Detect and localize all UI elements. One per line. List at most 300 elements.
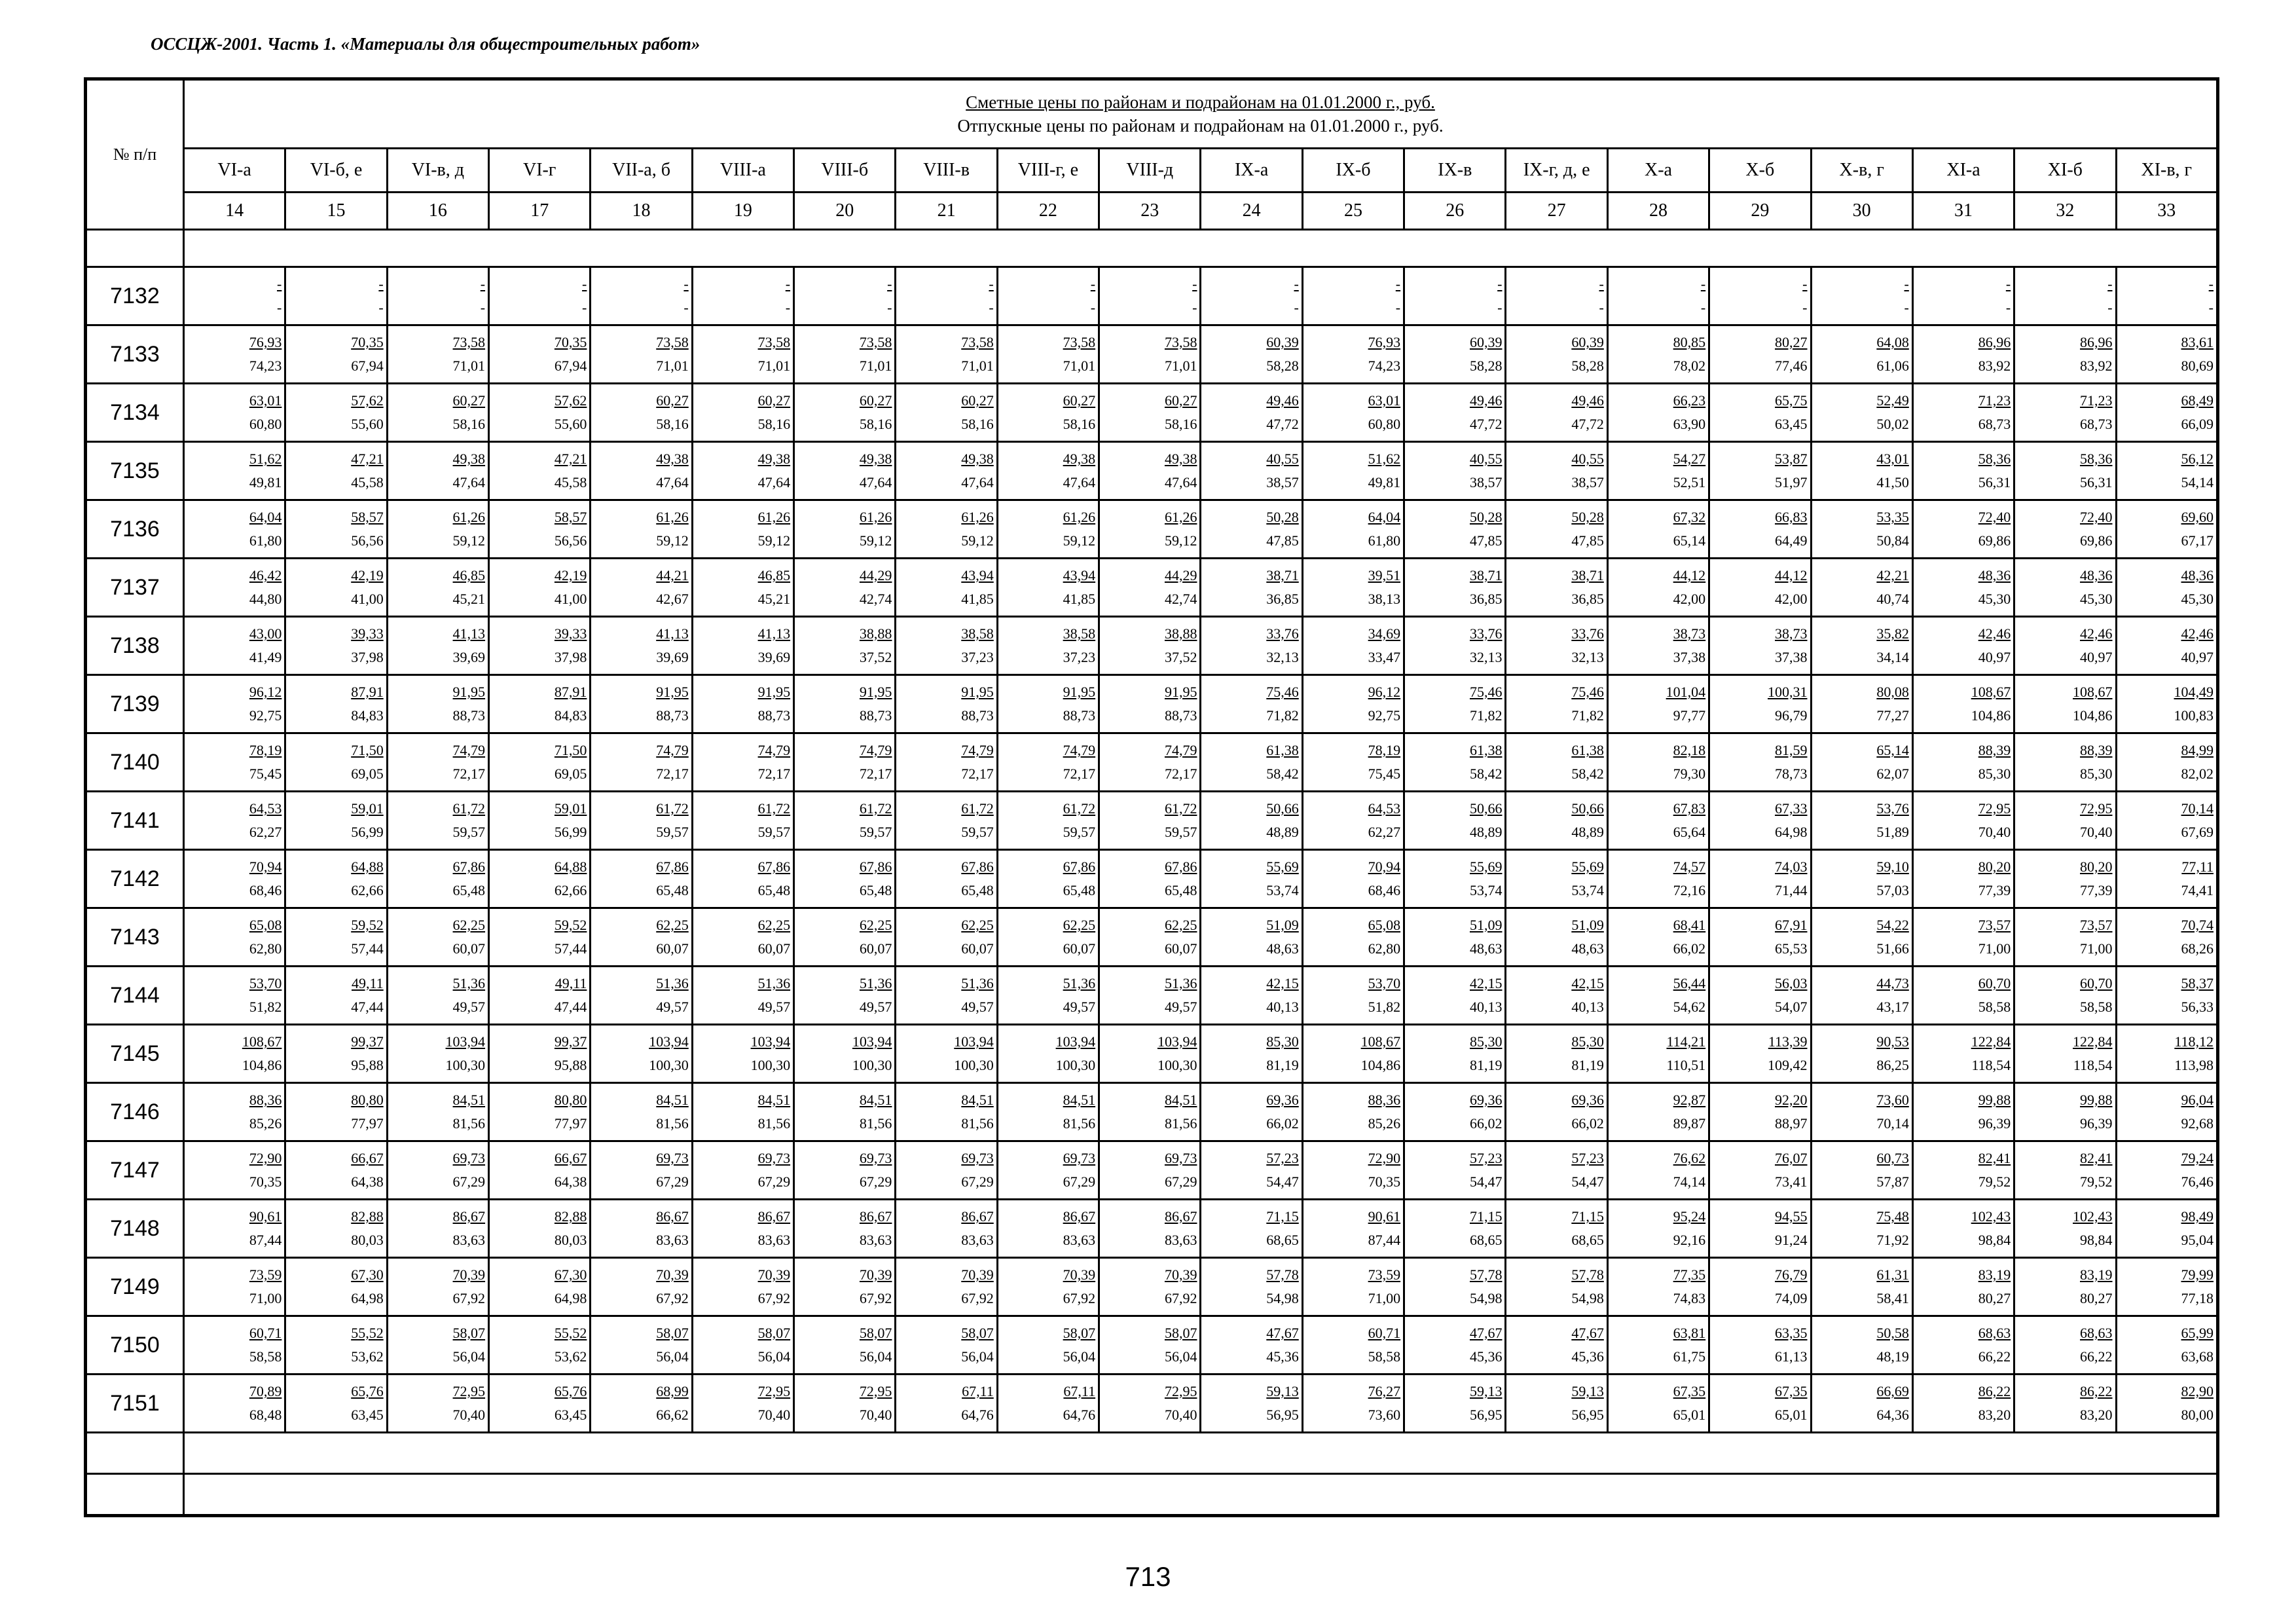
price-cell [1302,1083,1404,1141]
release-price: 83,63 [656,1232,689,1248]
release-price: 70,35 [1368,1173,1401,1190]
estimate-price: 67,30 [554,1266,587,1283]
price-cell [1811,850,1912,908]
table-row [86,1083,2218,1141]
release-price: 68,65 [1469,1232,1503,1248]
release-price: 60,07 [757,940,791,957]
estimate-price: 76,93 [1368,334,1401,350]
price-cell [1607,1316,1709,1375]
release-price: 59,57 [452,824,486,840]
release-price: 58,28 [1469,358,1503,374]
estimate-price: 88,36 [1368,1092,1401,1108]
price-cell [591,442,692,500]
release-price: 43,17 [1876,999,1909,1015]
release-price: 66,22 [1978,1348,2011,1365]
estimate-price: 47,21 [554,451,587,467]
estimate-price: 73,59 [249,1266,282,1283]
release-price: 65,14 [1673,532,1706,549]
column-number-row [86,193,2218,230]
row-id: 7138 [86,617,184,675]
price-cell [1201,325,1302,384]
price-cell [387,384,488,442]
release-price: 39,69 [452,649,486,665]
price-cell [387,1083,488,1141]
price-cell [2116,384,2217,442]
estimate-price: 47,67 [1469,1325,1503,1341]
estimate-price: 42,46 [2181,625,2214,642]
table-row [86,967,2218,1025]
estimate-price: 60,71 [1368,1325,1401,1341]
release-price: - [1599,299,1604,316]
price-cell [1404,967,1506,1025]
release-price: 56,56 [351,532,384,549]
price-cell [387,1375,488,1433]
price-cell [794,559,896,617]
estimate-price: 77,35 [1673,1266,1706,1283]
estimate-price: 41,13 [452,625,486,642]
estimate-price: 75,46 [1266,684,1299,700]
region-header: X-б [1709,149,1811,193]
price-cell [794,967,896,1025]
price-cell [997,559,1099,617]
release-price: 37,38 [1673,649,1706,665]
price-cell [489,1083,591,1141]
release-price: 65,48 [656,882,689,898]
release-price: 65,48 [859,882,892,898]
region-header: IX-б [1302,149,1404,193]
price-cell [1607,500,1709,559]
estimate-price: 47,67 [1571,1325,1604,1341]
release-price: - [989,299,994,316]
estimate-price: 82,41 [1978,1150,2011,1166]
release-price: 74,41 [2181,882,2214,898]
price-cell [2116,1083,2217,1141]
price-cell [997,1258,1099,1316]
estimate-price: - [1802,276,1808,292]
release-price: 59,12 [961,532,994,549]
price-cell [997,384,1099,442]
estimate-price: 61,38 [1571,742,1604,758]
release-price: 49,57 [452,999,486,1015]
price-cell [285,908,387,967]
estimate-price: 68,63 [2080,1325,2113,1341]
release-price: 59,57 [961,824,994,840]
release-price: 100,83 [2174,707,2214,724]
row-id: 7148 [86,1200,184,1258]
estimate-price: 67,86 [757,858,791,875]
estimate-price: 91,95 [859,684,892,700]
estimate-price: 85,30 [1571,1033,1604,1050]
estimate-price: 60,39 [1266,334,1299,350]
region-header: VI-а [184,149,285,193]
release-price: 79,52 [1978,1173,2011,1190]
estimate-price: - [1395,276,1401,292]
price-cell [2014,384,2116,442]
release-price: 58,16 [859,416,892,432]
price-cell [184,1083,285,1141]
estimate-price: 51,09 [1266,917,1299,933]
estimate-price: 49,38 [656,451,689,467]
release-price: 56,33 [2181,999,2214,1015]
release-price: 64,76 [1063,1407,1096,1423]
price-cell [1302,850,1404,908]
estimate-price: 49,38 [859,451,892,467]
estimate-price: 48,36 [1978,567,2011,583]
price-cell [1811,908,1912,967]
release-price: 48,63 [1469,940,1503,957]
price-cell [997,908,1099,967]
price-cell [794,1200,896,1258]
release-price: 83,63 [452,1232,486,1248]
release-price: 83,63 [1063,1232,1096,1248]
estimate-price: 62,25 [1164,917,1197,933]
release-price: 49,57 [859,999,892,1015]
estimate-price: 55,69 [1266,858,1299,875]
estimate-price: 60,70 [2080,975,2113,991]
estimate-price: 103,94 [750,1033,791,1050]
price-cell [1912,733,2014,792]
row-id: 7132 [86,267,184,325]
price-cell [1404,1258,1506,1316]
release-price: 68,46 [1368,882,1401,898]
release-price: 45,30 [2080,591,2113,607]
release-price: 65,48 [452,882,486,898]
release-price: 74,14 [1673,1173,1706,1190]
price-cell [184,500,285,559]
price-cell [1302,325,1404,384]
price-cell [896,1200,997,1258]
release-price: 71,01 [961,358,994,374]
price-cell [591,733,692,792]
estimate-price: 65,08 [1368,917,1401,933]
release-price: 47,64 [961,474,994,490]
estimate-price: 87,91 [554,684,587,700]
estimate-price: 84,51 [656,1092,689,1108]
price-cell [1404,1375,1506,1433]
estimate-price: 33,76 [1266,625,1299,642]
price-cell [1709,325,1811,384]
price-cell [1607,325,1709,384]
release-price: 88,73 [656,707,689,724]
estimate-price: 64,08 [1876,334,1909,350]
price-cell [1404,1200,1506,1258]
estimate-price: 80,80 [351,1092,384,1108]
release-price: 59,12 [1164,532,1197,549]
price-cell [285,500,387,559]
estimate-price: 70,35 [554,334,587,350]
price-cell [896,325,997,384]
release-price: 38,57 [1571,474,1604,490]
estimate-price: 71,15 [1266,1208,1299,1225]
estimate-price: 103,94 [1157,1033,1197,1050]
price-cell [1709,792,1811,850]
price-cell [1506,1375,1607,1433]
table-row [86,500,2218,559]
column-number: 21 [896,193,997,230]
column-number: 30 [1811,193,1912,230]
price-cell [692,500,793,559]
estimate-price: 104,49 [2174,684,2214,700]
estimate-price: 73,57 [1978,917,2011,933]
release-price: 67,92 [961,1290,994,1306]
estimate-price: 102,43 [1971,1208,2011,1225]
price-cell [794,500,896,559]
estimate-price: 69,73 [961,1150,994,1166]
price-cell [896,559,997,617]
price-cell [2014,675,2116,733]
estimate-price: 57,62 [554,392,587,409]
estimate-price: 88,36 [249,1092,282,1108]
price-cell [1099,384,1201,442]
estimate-price: 76,79 [1775,1266,1808,1283]
release-price: 49,81 [249,474,282,490]
release-price: 92,16 [1673,1232,1706,1248]
region-header: X-в, г [1811,149,1912,193]
estimate-price: 62,25 [961,917,994,933]
estimate-price: 86,67 [1164,1208,1197,1225]
estimate-price: 78,19 [249,742,282,758]
estimate-price: 64,88 [554,858,587,875]
release-price: 81,56 [961,1115,994,1132]
estimate-price: 86,67 [452,1208,486,1225]
estimate-price: 62,25 [757,917,791,933]
release-price: 59,57 [757,824,791,840]
release-price: 95,88 [351,1057,384,1073]
release-price: 58,58 [2080,999,2113,1015]
price-cell [387,908,488,967]
release-price: 36,85 [1266,591,1299,607]
price-cell [692,792,793,850]
price-cell [2116,733,2217,792]
release-price: 62,27 [1368,824,1401,840]
price-cell [1709,675,1811,733]
estimate-price: 57,62 [351,392,384,409]
release-price: 47,44 [351,999,384,1015]
release-price: - [1904,299,1909,316]
column-number: 23 [1099,193,1201,230]
estimate-price: 90,61 [1368,1208,1401,1225]
release-price: 104,86 [2073,707,2113,724]
price-cell [1912,267,2014,325]
release-price: 88,73 [757,707,791,724]
price-cell [1506,384,1607,442]
estimate-price: 67,35 [1775,1383,1808,1399]
price-cell [1709,617,1811,675]
price-cell [285,1375,387,1433]
release-price: 59,57 [859,824,892,840]
price-cell [2014,1141,2116,1200]
price-cell [1912,850,2014,908]
price-cell [692,1316,793,1375]
release-price: 98,84 [1978,1232,2011,1248]
release-price: 100,30 [852,1057,892,1073]
estimate-price: 46,42 [249,567,282,583]
release-price: 100,30 [1055,1057,1096,1073]
price-cell [591,559,692,617]
price-cell [1912,675,2014,733]
release-price: 104,86 [1971,707,2011,724]
region-header: IX-г, д, е [1506,149,1607,193]
price-cell [692,675,793,733]
price-cell [2014,1083,2116,1141]
release-price: 60,07 [1164,940,1197,957]
estimate-price: 103,94 [445,1033,486,1050]
release-price: 67,29 [757,1173,791,1190]
price-cell [896,1258,997,1316]
estimate-price: 74,79 [961,742,994,758]
row-id: 7146 [86,1083,184,1141]
release-price: 56,04 [1063,1348,1096,1365]
release-price: 56,95 [1266,1407,1299,1423]
estimate-price: 67,11 [962,1383,994,1399]
price-cell [489,967,591,1025]
price-cell [794,1375,896,1433]
estimate-price: 67,30 [351,1266,384,1283]
price-cell [794,733,896,792]
estimate-price: 90,53 [1876,1033,1909,1050]
estimate-price: 99,37 [554,1033,587,1050]
estimate-price: 69,73 [1063,1150,1096,1166]
release-price: 33,47 [1368,649,1401,665]
release-price: 54,14 [2181,474,2214,490]
release-price: 84,83 [554,707,587,724]
price-cell [387,559,488,617]
price-cell [1201,792,1302,850]
row-id: 7140 [86,733,184,792]
estimate-price: 67,32 [1673,509,1706,525]
price-cell [1912,1375,2014,1433]
table-row [86,1141,2218,1200]
price-cell [2014,792,2116,850]
estimate-price: 80,80 [554,1092,587,1108]
estimate-price: 61,72 [859,800,892,817]
estimate-price: 78,19 [1368,742,1401,758]
release-price: 104,86 [242,1057,282,1073]
price-cell [387,267,488,325]
estimate-price: 67,33 [1775,800,1808,817]
price-cell [1811,325,1912,384]
price-cell [896,1025,997,1083]
estimate-price: 61,38 [1266,742,1299,758]
estimate-price: 73,58 [1164,334,1197,350]
page-number: 713 [1125,1561,1171,1592]
release-price: 54,98 [1571,1290,1604,1306]
estimate-price: 38,71 [1469,567,1503,583]
release-price: 77,27 [1876,707,1909,724]
estimate-price: 58,57 [554,509,587,525]
blank-row [86,1433,2218,1474]
price-cell [1709,733,1811,792]
price-cell [896,267,997,325]
column-number: 17 [489,193,591,230]
release-price: 72,17 [656,766,689,782]
estimate-price: 70,39 [1164,1266,1197,1283]
price-cell [489,500,591,559]
release-price: 47,85 [1571,532,1604,549]
release-price: - [582,299,587,316]
estimate-price: 43,01 [1876,451,1909,467]
release-price: 41,85 [961,591,994,607]
estimate-price: 70,39 [1063,1266,1096,1283]
estimate-price: 108,67 [2073,684,2113,700]
price-cell [1912,559,2014,617]
price-cell [2116,559,2217,617]
release-price: 71,92 [1876,1232,1909,1248]
estimate-price: - [277,276,282,292]
row-id: 7144 [86,967,184,1025]
estimate-price: 34,69 [1368,625,1401,642]
release-price: 69,05 [351,766,384,782]
release-price: 37,52 [1164,649,1197,665]
price-cell [1811,1200,1912,1258]
release-price: 58,41 [1876,1290,1909,1306]
estimate-price: 57,78 [1571,1266,1604,1283]
release-price: 42,00 [1673,591,1706,607]
estimate-price: 90,61 [249,1208,282,1225]
estimate-price: 86,67 [1063,1208,1096,1225]
estimate-price: 82,88 [554,1208,587,1225]
estimate-price: 59,01 [554,800,587,817]
price-cell [2014,500,2116,559]
estimate-price: 50,66 [1571,800,1604,817]
price-cell [285,792,387,850]
price-cell [794,1316,896,1375]
release-price: 75,45 [249,766,282,782]
release-price: 40,97 [1978,649,2011,665]
release-price: 74,23 [1368,358,1401,374]
estimate-price: 58,07 [757,1325,791,1341]
price-cell [1811,1316,1912,1375]
price-cell [2116,442,2217,500]
price-cell [1201,559,1302,617]
estimate-price: 49,38 [1164,451,1197,467]
price-cell [1709,1141,1811,1200]
document-header: ОССЦЖ-2001. Часть 1. «Материалы для общестроительных работ» [151,34,701,54]
release-price: 95,88 [554,1057,587,1073]
estimate-price: 67,86 [1164,858,1197,875]
price-cell [997,675,1099,733]
region-header: VI-г [489,149,591,193]
price-cell [1506,1141,1607,1200]
release-price: 69,86 [1978,532,2011,549]
release-price: 75,45 [1368,766,1401,782]
row-id: 7143 [86,908,184,967]
price-cell [1099,559,1201,617]
price-cell [1709,442,1811,500]
price-cell [896,1141,997,1200]
release-price: 56,04 [1164,1348,1197,1365]
release-price: 100,30 [1157,1057,1197,1073]
estimate-price: - [989,276,994,292]
estimate-price: 96,12 [249,684,282,700]
estimate-price: 60,27 [1063,392,1096,409]
release-price: 92,75 [1368,707,1401,724]
release-price: 71,44 [1775,882,1808,898]
price-cell [1811,967,1912,1025]
price-cell [489,617,591,675]
release-price: 97,77 [1673,707,1706,724]
price-cell [591,267,692,325]
price-cell [1912,1316,2014,1375]
estimate-price: 61,26 [1164,509,1197,525]
price-cell [997,792,1099,850]
release-price: 40,13 [1266,999,1299,1015]
estimate-price: 53,87 [1775,451,1808,467]
estimate-price: 70,39 [961,1266,994,1283]
price-cell [1302,442,1404,500]
release-price: 37,52 [859,649,892,665]
price-cell [489,850,591,908]
